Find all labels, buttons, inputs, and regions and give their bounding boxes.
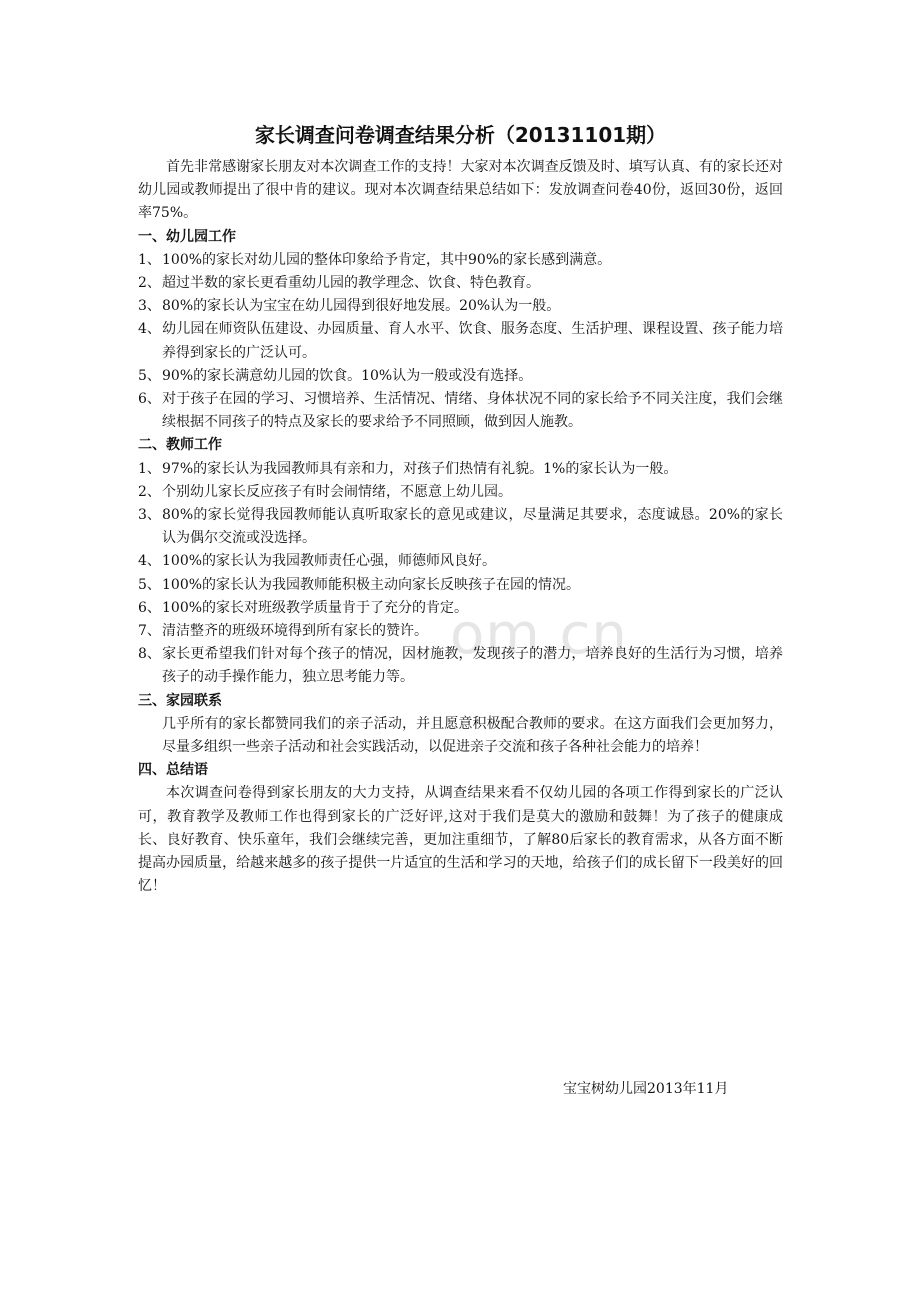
list-item: 6、100%的家长对班级教学质量肯于了充分的肯定。 (138, 599, 469, 616)
document-page (138, 118, 783, 899)
list-item: 3、80%的家长觉得我园教师能认真听取家长的意见或建议，尽量满足其要求，态度诚恳。20%的家长认为偶尔交流或没选择。 (138, 507, 783, 547)
list-item: 4、幼儿园在师资队伍建设、办园质量、育人水平、饮食、服务态度、生活护理、课程设置、孩子能力培养得到家长的广泛认可。 (138, 321, 783, 361)
home-school-contact-paragraph: 几乎所有的家长都赞同我们的亲子活动，并且愿意积极配合教师的要求。在这方面我们会更加努力，尽量多组织一些亲子活动和社会实践活动，以促进亲子交流和孩子各种社会能力的培养！ (162, 715, 783, 756)
list-item: 8、家长更希望我们针对每个孩子的情况，因材施教，发现孩子的潜力，培养良好的生活行为习惯，培养孩子的动手操作能力，独立思考能力等。 (138, 646, 783, 686)
list-item: 1、97%的家长认为我园教师具有亲和力，对孩子们热情有礼貌。1%的家长认为一般。 (138, 460, 678, 477)
list-item: 4、100%的家长认为我园教师责任心强，师德师风良好。 (138, 553, 497, 570)
section-heading-teacher-work: 二、教师工作 (138, 437, 222, 454)
watermark-text: om.cn (450, 602, 628, 667)
section-teacher-work-list (138, 458, 783, 690)
section-heading-conclusion: 四、总结语 (138, 762, 208, 779)
document-title: 家长调查问卷调查结果分析（20131101期） (254, 123, 667, 147)
list-item: 1、100%的家长对幼儿园的整体印象给予肯定，其中90%的家长感到满意。 (138, 251, 612, 268)
conclusion-paragraph: 本次调查问卷得到家长朋友的大力支持，从调查结果来看不仅幼儿园的各项工作得到家长的广泛认可，教育教学及教师工作也得到家长的广泛好评,这对于我们是莫大的激励和鼓舞！为了孩子的健康成长、良好教育、快乐童年，我们会继续完善，更加注重细节，了解80后家长的教育需求，从各方面不断提高办园质量，给越来越多的孩子提供一片适宜的生活和学习的天地，给孩子们的成长留下一段美好的回忆！ (138, 785, 783, 895)
list-item: 2、个别幼儿家长反应孩子有时会闹情绪，不愿意上幼儿园。 (138, 483, 512, 500)
list-item: 5、100%的家长认为我园教师能积极主动向家长反映孩子在园的情况。 (138, 576, 581, 593)
list-item: 3、80%的家长认为宝宝在幼儿园得到很好地发展。20%认为一般。 (138, 298, 561, 315)
list-item: 7、清洁整齐的班级环境得到所有家长的赞许。 (138, 623, 428, 640)
section-heading-home-school-contact: 三、家园联系 (138, 692, 222, 709)
signature-line: 宝宝树幼儿园2013年11月 (563, 1081, 729, 1097)
list-item: 5、90%的家长满意幼儿园的饮食。10%认为一般或没有选择。 (138, 367, 533, 384)
section-kindergarten-work-list (138, 249, 783, 435)
list-item: 2、超过半数的家长更看重幼儿园的教学理念、饮食、特色教育。 (138, 275, 540, 292)
section-heading-kindergarten-work: 一、幼儿园工作 (138, 228, 236, 245)
intro-paragraph: 首先非常感谢家长朋友对本次调查工作的支持！大家对本次调查反馈及时、填写认真、有的家长还对幼儿园或教师提出了很中肯的建议。现对本次调查结果总结如下：发放调查问卷40份，返回30份，返回率75%。 (138, 159, 783, 222)
list-item: 6、对于孩子在园的学习、习惯培养、生活情况、情绪、身体状况不同的家长给予不同关注度，我们会继续根据不同孩子的特点及家长的要求给予不同照顾，做到因人施教。 (138, 391, 783, 431)
